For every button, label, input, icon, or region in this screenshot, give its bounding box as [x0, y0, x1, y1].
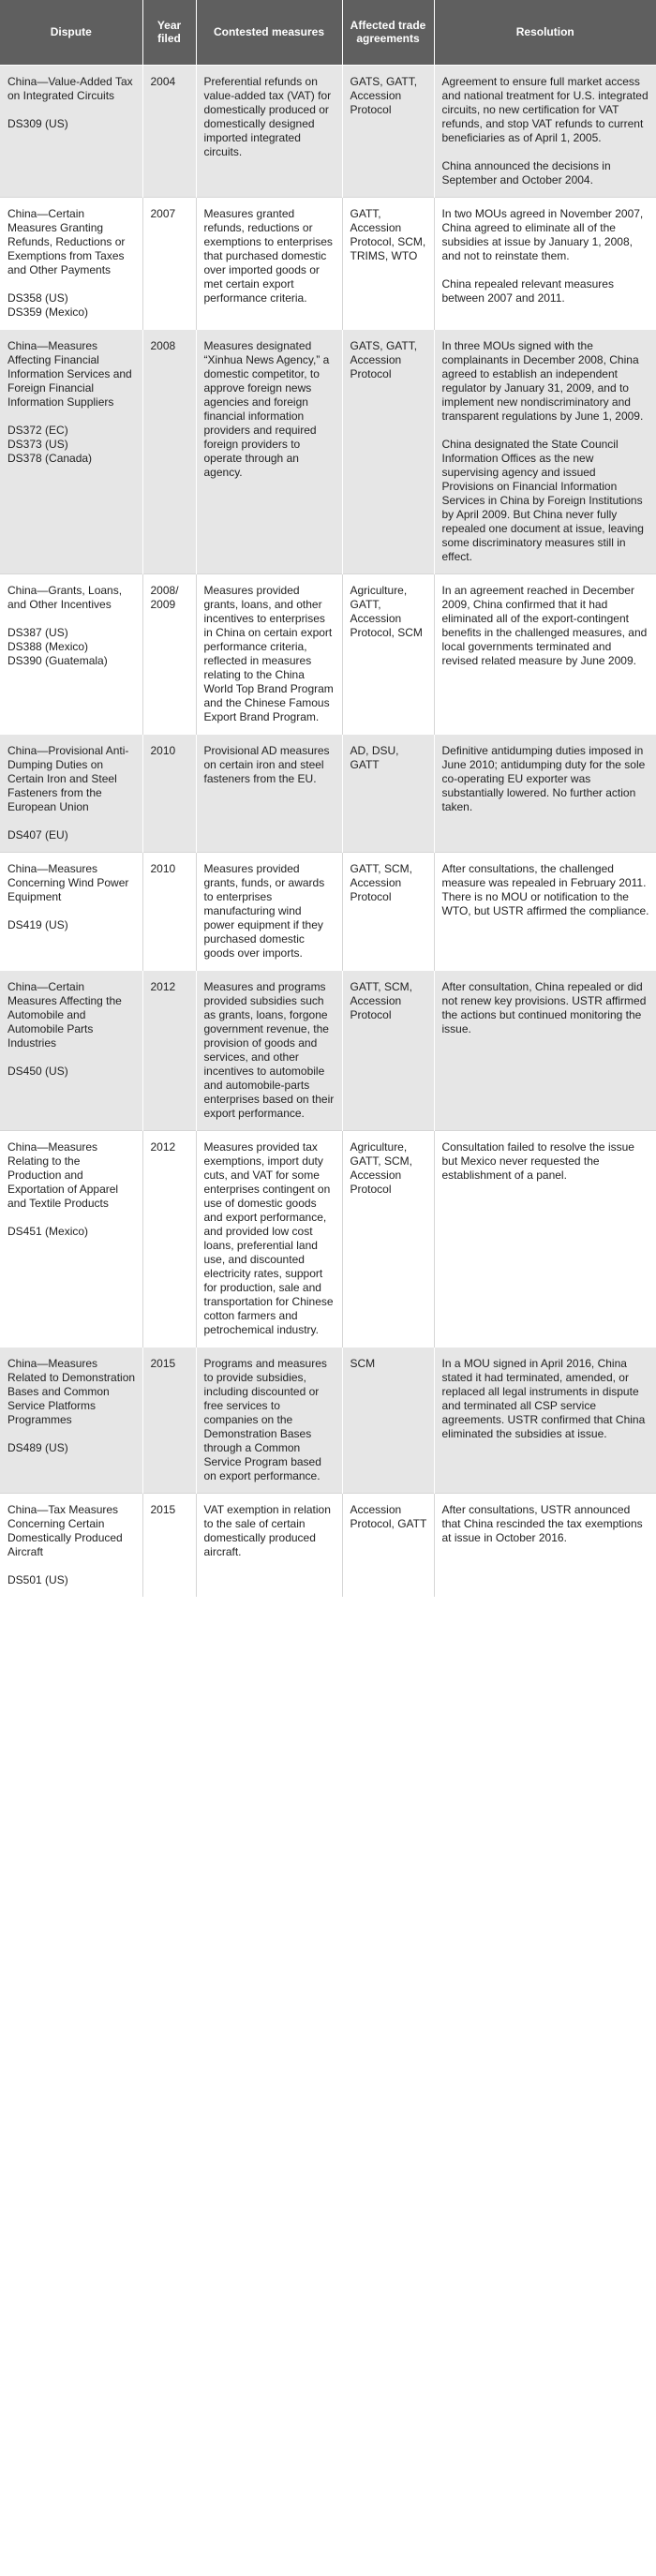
dispute-cell: [0, 573, 142, 734]
affected-agreements: AD, DSU, GATT: [350, 743, 399, 771]
dispute-code: DS387 (US): [7, 625, 68, 639]
resolution-cell: [434, 329, 656, 573]
resolution-cell: [434, 197, 656, 329]
affected-agreements: GATS, GATT, Accession Protocol: [350, 338, 418, 380]
dispute-cell: [0, 1493, 142, 1597]
dispute-title: China—Measures Concerning Wind Power Equipment: [7, 861, 129, 903]
table-row: [0, 734, 656, 852]
dispute-codes: [7, 918, 136, 932]
year-filed: 2008: [150, 338, 176, 352]
resolution-paragraph: After consultation, China repealed or did not renew key provisions. USTR affirmed the actions but continued monitoring the issue.: [441, 979, 647, 1035]
year-filed: 2004: [150, 74, 176, 88]
year-filed-cell: [142, 734, 196, 852]
dispute-codes: [7, 1065, 136, 1079]
dispute-code: DS309 (US): [7, 116, 68, 130]
year-filed: 2012: [150, 979, 176, 993]
table-row: [0, 65, 656, 197]
header-resolution: Resolution: [434, 0, 656, 65]
dispute-cell: [0, 970, 142, 1130]
affected-agreements-cell: [342, 573, 434, 734]
resolution-paragraph: Definitive antidumping duties imposed in June 2010; antidumping duty for the sole co-operating EU exporter was substantially lowered. No further action taken.: [441, 743, 646, 813]
table-row: [0, 573, 656, 734]
contested-measures-cell: Measures granted refunds, reductions or exemptions to enterprises that purchased domestic over imported goods or met certain export performance criteria.: [196, 197, 342, 329]
resolution-paragraph: In an agreement reached in December 2009, China confirmed that it had eliminated all of the export-contingent benefits in the challenged measures, and local governments terminated and revised related measure by June 2009.: [441, 583, 648, 667]
table-row: [0, 1130, 656, 1347]
resolution-paragraph: In a MOU signed in April 2016, China stated it had terminated, amended, or replaced all legal instruments in dispute and terminated all CSP service agreements. USTR confirmed that China eliminated the subsidies at issue.: [441, 1356, 646, 1440]
affected-agreements: GATT, Accession Protocol, SCM, TRIMS, WTO: [350, 206, 426, 262]
dispute-code: DS501 (US): [7, 1572, 68, 1586]
dispute-cell: [0, 65, 142, 197]
resolution-paragraph: In three MOUs signed with the complainants in December 2008, China agreed to establish an independent regulator by January 31, 2009, and to implement new nondiscriminatory and transparent regulations by June 1, 2009.: [441, 338, 644, 423]
dispute-code: DS450 (US): [7, 1064, 68, 1078]
year-filed-cell: [142, 1130, 196, 1347]
dispute-codes: [7, 626, 136, 668]
resolution-cell: [434, 852, 656, 970]
contested-measures-cell: Preferential refunds on value-added tax (VAT) for domestically produced or domestically designed imported integrated circuits.: [196, 65, 342, 197]
contested-measures-cell: Provisional AD measures on certain iron and steel fasteners from the EU.: [196, 734, 342, 852]
dispute-cell: [0, 1347, 142, 1493]
dispute-code: DS489 (US): [7, 1440, 68, 1454]
affected-agreements-cell: [342, 329, 434, 573]
dispute-title: China—Measures Related to Demonstration Bases and Common Service Platforms Programmes: [7, 1356, 136, 1426]
year-filed: 2007: [150, 206, 176, 220]
dispute-code: DS373 (US): [7, 437, 68, 451]
year-filed-cell: [142, 1493, 196, 1597]
resolution-paragraph: In two MOUs agreed in November 2007, China agreed to eliminate all of the subsidies at issue by January 1, 2008, and not to reinstate them.: [441, 206, 644, 262]
dispute-title: China—Value-Added Tax on Integrated Circuits: [7, 74, 133, 102]
contested-measures-cell: Measures provided grants, loans, and other incentives to enterprises in China on certain export performance criteria, reflected in measures relating to the China World Top Brand Program and the Chinese Famous Export Brand Program.: [196, 573, 342, 734]
resolution-paragraph: After consultations, the challenged measure was repealed in February 2011. There is no MOU or notification to the WTO, but USTR affirmed the compliance.: [441, 861, 649, 917]
affected-agreements: Agriculture, GATT, SCM, Accession Protocol: [350, 1139, 412, 1196]
dispute-code: DS372 (EC): [7, 423, 68, 437]
dispute-cell: [0, 1130, 142, 1347]
year-filed: 2010: [150, 861, 176, 875]
table-header: [0, 0, 656, 65]
dispute-codes: [7, 117, 136, 131]
contested-measures-cell: VAT exemption in relation to the sale of certain domestically produced aircraft.: [196, 1493, 342, 1597]
table-row: [0, 970, 656, 1130]
affected-agreements: Accession Protocol, GATT: [350, 1502, 427, 1530]
dispute-code: DS378 (Canada): [7, 451, 93, 465]
dispute-title: China—Measures Affecting Financial Information Services and Foreign Financial Information Suppliers: [7, 338, 132, 409]
affected-agreements: Agriculture, GATT, Accession Protocol, SCM: [350, 583, 423, 639]
resolution-paragraph: China repealed relevant measures between 2007 and 2011.: [441, 276, 614, 305]
contested-measures-cell: Measures provided tax exemptions, import duty cuts, and VAT for some enterprises contingent on use of domestic goods and export performance, and provided low cost loans, preferential land use, and discounted electricity rates, support for production, sale and transportation for Chinese cotton farmers and petrochemical industry.: [196, 1130, 342, 1347]
year-filed-cell: [142, 197, 196, 329]
resolution-paragraph: China designated the State Council Information Offices as the new supervising agency and issued Provisions on Financial Information Services in China by Foreign Institutions by April 2009. But China never fully repealed one document at issue, leaving some discriminatory measures still in effect.: [441, 437, 644, 563]
year-filed: 2010: [150, 743, 176, 757]
affected-agreements-cell: [342, 1347, 434, 1493]
table-row: [0, 1493, 656, 1597]
year-filed-cell: [142, 329, 196, 573]
affected-agreements-cell: [342, 734, 434, 852]
dispute-codes: [7, 1225, 136, 1239]
affected-agreements-cell: [342, 1493, 434, 1597]
table-row: [0, 852, 656, 970]
dispute-cell: [0, 329, 142, 573]
dispute-code: DS419 (US): [7, 917, 68, 931]
dispute-title: China—Certain Measures Affecting the Automobile and Automobile Parts Industries: [7, 979, 122, 1050]
dispute-codes: [7, 828, 136, 842]
table-row: [0, 1347, 656, 1493]
year-filed: 2008/ 2009: [150, 583, 179, 611]
year-filed-cell: [142, 852, 196, 970]
affected-agreements-cell: [342, 852, 434, 970]
resolution-cell: [434, 1493, 656, 1597]
dispute-codes: [7, 424, 136, 466]
dispute-code: DS390 (Guatemala): [7, 653, 108, 667]
affected-agreements: GATS, GATT, Accession Protocol: [350, 74, 418, 116]
affected-agreements: GATT, SCM, Accession Protocol: [350, 979, 412, 1021]
table-row: [0, 329, 656, 573]
resolution-paragraph: Agreement to ensure full market access and national treatment for U.S. integrated circuits, no new certification for VAT refunds, and stop VAT refunds to current beneficiaries as of April 1, 2005.: [441, 74, 649, 144]
contested-measures-cell: Measures designated “Xinhua News Agency,” a domestic competitor, to approve foreign news agencies and foreign financial information providers and required foreign providers to operate through an agency.: [196, 329, 342, 573]
dispute-cell: [0, 197, 142, 329]
resolution-cell: [434, 970, 656, 1130]
affected-agreements: GATT, SCM, Accession Protocol: [350, 861, 412, 903]
affected-agreements-cell: [342, 197, 434, 329]
dispute-codes: [7, 1573, 136, 1587]
header-row: [0, 0, 656, 65]
year-filed-cell: [142, 573, 196, 734]
resolution-cell: [434, 1347, 656, 1493]
year-filed-cell: [142, 65, 196, 197]
affected-agreements-cell: [342, 970, 434, 1130]
contested-measures-cell: Programs and measures to provide subsidies, including discounted or free services to companies on the Demonstration Bases through a Common Service Program based on export performance.: [196, 1347, 342, 1493]
table-body: [0, 65, 656, 1597]
contested-measures-cell: Measures and programs provided subsidies such as grants, loans, forgone government revenue, the provision of goods and services, and other incentives to automobile and automobile-parts enterprises based on their export performance.: [196, 970, 342, 1130]
dispute-cell: [0, 852, 142, 970]
dispute-codes: [7, 1441, 136, 1455]
resolution-cell: [434, 734, 656, 852]
dispute-code: DS358 (US): [7, 290, 68, 305]
year-filed: 2015: [150, 1502, 176, 1516]
dispute-code: DS359 (Mexico): [7, 305, 89, 319]
header-dispute: Dispute: [0, 0, 142, 65]
affected-agreements-cell: [342, 65, 434, 197]
dispute-code: DS451 (Mexico): [7, 1224, 89, 1238]
year-filed: 2015: [150, 1356, 176, 1370]
header-contested-measures: Contested measures: [196, 0, 342, 65]
year-filed-cell: [142, 1347, 196, 1493]
table-row: [0, 197, 656, 329]
resolution-paragraph: Consultation failed to resolve the issue but Mexico never requested the establishment of a panel.: [441, 1139, 634, 1182]
dispute-title: China—Tax Measures Concerning Certain Domestically Produced Aircraft: [7, 1502, 123, 1558]
affected-agreements: SCM: [350, 1356, 376, 1370]
dispute-code: DS407 (EU): [7, 827, 68, 841]
dispute-codes: [7, 291, 136, 320]
dispute-title: China—Certain Measures Granting Refunds, Reductions or Exemptions from Taxes and Other Payments: [7, 206, 126, 276]
dispute-code: DS388 (Mexico): [7, 639, 89, 653]
resolution-cell: [434, 1130, 656, 1347]
year-filed: 2012: [150, 1139, 176, 1154]
contested-measures-cell: Measures provided grants, funds, or awards to enterprises manufacturing wind power equipment if they purchased domestic goods over imports.: [196, 852, 342, 970]
year-filed-cell: [142, 970, 196, 1130]
resolution-paragraph: After consultations, USTR announced that China rescinded the tax exemptions at issue in October 2016.: [441, 1502, 643, 1544]
dispute-title: China—Provisional Anti-Dumping Duties on Certain Iron and Steel Fasteners from the European Union: [7, 743, 129, 813]
resolution-paragraph: China announced the decisions in September and October 2004.: [441, 158, 611, 186]
header-year-filed: Year filed: [142, 0, 196, 65]
header-affected-trade-agreements: Affected trade agreements: [342, 0, 434, 65]
resolution-cell: [434, 573, 656, 734]
dispute-title: China—Measures Relating to the Production and Exportation of Apparel and Textile Products: [7, 1139, 119, 1210]
dispute-cell: [0, 734, 142, 852]
resolution-cell: [434, 65, 656, 197]
dispute-title: China—Grants, Loans, and Other Incentives: [7, 583, 123, 611]
affected-agreements-cell: [342, 1130, 434, 1347]
